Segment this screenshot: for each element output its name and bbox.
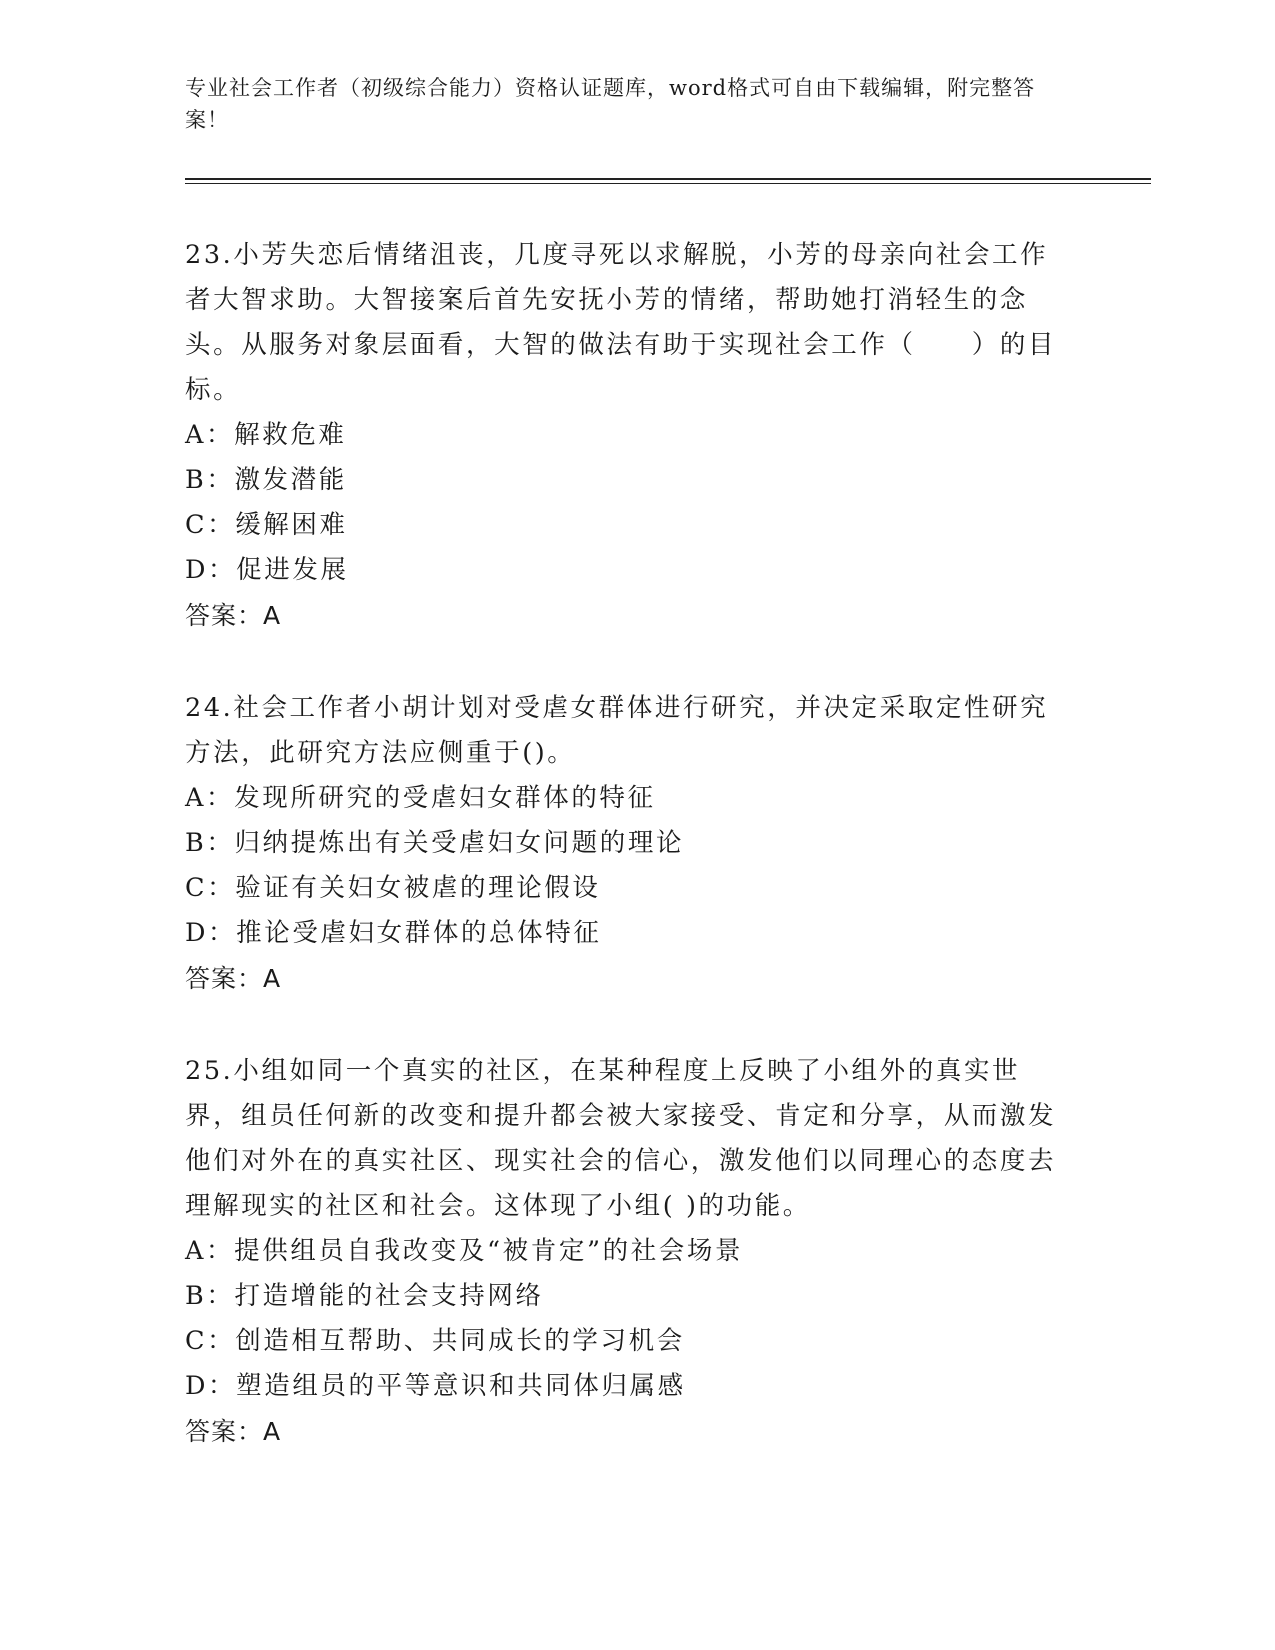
answer-line: 答案：A [185,1417,282,1446]
option-a: A：发现所研究的受虐妇女群体的特征 [185,783,656,813]
question-stem: 23.小芳失恋后情绪沮丧，几度寻死以求解脱，小芳的母亲向社会工作者大智求助。大智接案后首先安抚小芳的情绪，帮助她打消轻生的念头。从服务对象层面看，大智的做法有助于实现社会工作（ ）的目标。 [185,240,1057,405]
question-stem: 25.小组如同一个真实的社区，在某种程度上反映了小组外的真实世界，组员任何新的改变和提升都会被大家接受、肯定和分享，从而激发他们对外在的真实社区、现实社会的信心，激发他们以同理心的态度去理解现实的社区和社会。这体现了小组( )的功能。 [185,1056,1057,1221]
option-b: B：打造增能的社会支持网络 [185,1281,544,1311]
question-stem: 24.社会工作者小胡计划对受虐女群体进行研究，并决定采取定性研究方法，此研究方法应侧重于()。 [185,693,1049,768]
document-header: 专业社会工作者（初级综合能力）资格认证题库，word格式可自由下载编辑，附完整答案！ [185,76,1036,132]
option-c: C：创造相互帮助、共同成长的学习机会 [185,1326,685,1356]
option-c: C：验证有关妇女被虐的理论假设 [185,873,601,903]
question-25 [185,1049,1065,1454]
question-24 [185,686,1065,1001]
question-23 [185,233,1065,638]
option-d: D：塑造组员的平等意识和共同体归属感 [185,1371,686,1401]
answer-line: 答案：A [185,964,282,993]
option-d: D：促进发展 [185,555,349,585]
option-d: D：推论受虐妇女群体的总体特征 [185,918,602,948]
header-divider-thick [185,178,1151,180]
option-a: A：解救危难 [185,420,347,450]
option-b: B：激发潜能 [185,465,347,495]
option-a: A：提供组员自我改变及“被肯定”的社会场景 [185,1236,744,1266]
answer-line: 答案：A [185,601,282,630]
option-b: B：归纳提炼出有关受虐妇女问题的理论 [185,828,685,858]
header-divider-thin [185,183,1151,184]
option-c: C：缓解困难 [185,510,348,540]
